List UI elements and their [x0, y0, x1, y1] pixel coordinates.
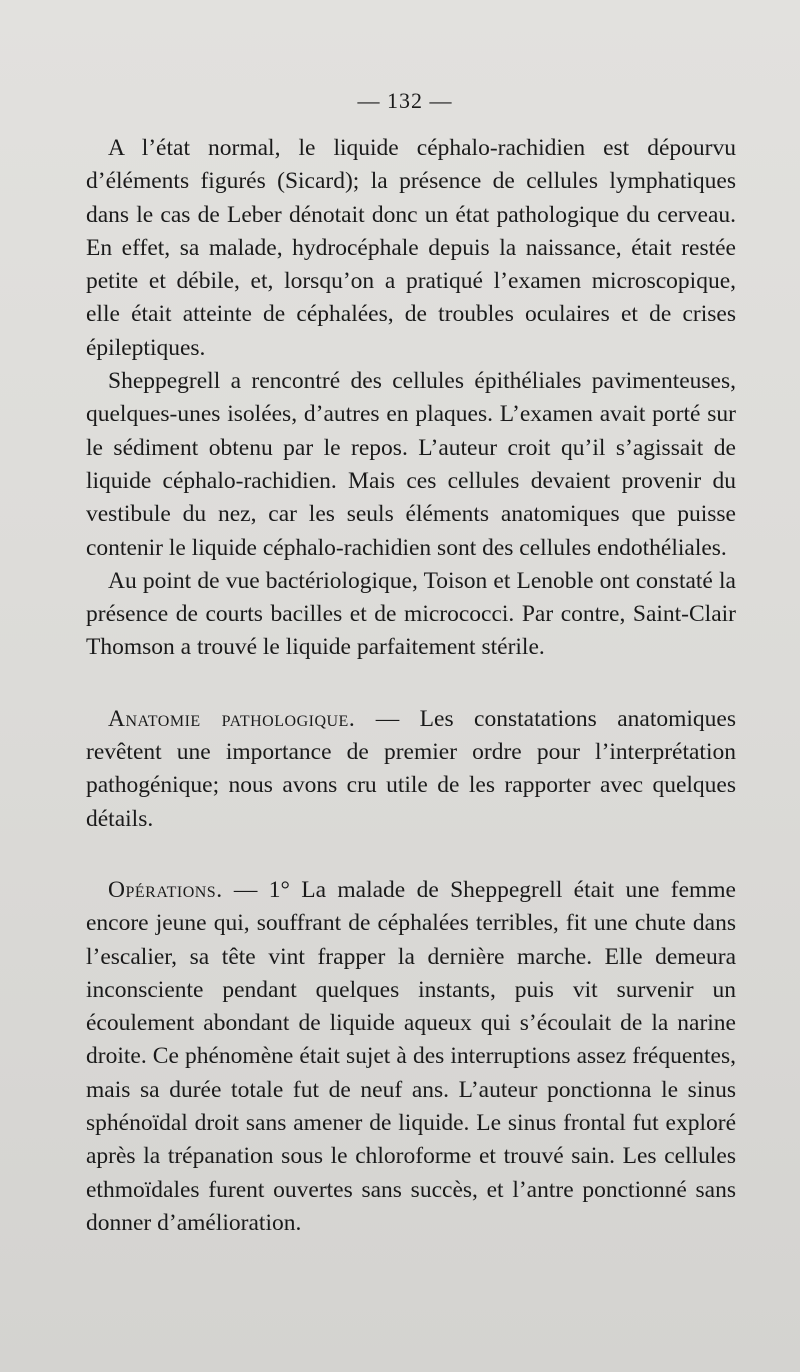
- section-heading-operations: Opérations.: [108, 876, 223, 903]
- section-anatomie-pathologique: [86, 703, 736, 836]
- section-gap: [86, 836, 736, 874]
- section-heading-anatomie: Anatomie pathologique.: [108, 705, 356, 732]
- paragraph-liquide-normal: A l’état normal, le liquide céphalo-rachidien est dépourvu d’éléments figurés (Sicard); la présence de cellules lymphatiques dans le cas de Leber dénotait donc un état pathologique du cerveau. En effet, sa malade, hydrocéphale depuis la naissance, était restée petite et débile, et, lorsqu’on a pratiqué l’examen microscopique, elle était atteinte de céphalées, de troubles oculaires et de crises épileptiques.: [86, 135, 736, 361]
- section-operations: [86, 874, 736, 1240]
- section-text-operations: — 1° La malade de Sheppegrell était une femme encore jeune qui, souffrant de céphalées terribles, fit une chute dans l’escalier, sa tête vint frapper la dernière marche. Elle demeura inconsciente pendant quelques instants, puis vit survenir un écoulement abondant de liquide aqueux qui s’écoulait de la narine droite. Ce phénomène était sujet à des interruptions assez fréquentes, mais sa durée totale fut de neuf ans. L’auteur ponctionna le sinus sphénoïdal droit sans amener de liquide. Le sinus frontal fut exploré après la trépanation sous le chloroforme et trouvé sain. Les cellules ethmoïdales furent ouvertes sans succès, et l’antre ponctionné sans donner d’amélioration.: [86, 876, 736, 1236]
- paragraph-sheppegrell-cellules: Sheppegrell a rencontré des cellules épithéliales pavimenteuses, quelques-unes isolées, d’autres en plaques. L’examen avait porté sur le sédiment obtenu par le repos. L’auteur croit qu’il s’agissait de liquide céphalo-rachidien. Mais ces cellules devaient provenir du vestibule du nez, car les seuls éléments anatomiques que puisse contenir le liquide céphalo-rachidien sont des cellules endothéliales.: [86, 368, 736, 561]
- page-number: — 132 —: [357, 88, 453, 113]
- section-text-anatomie: — Les constatations anatomiques revêtent une importance de premier ordre pour l’interprétation pathogénique; nous avons cru utile de les rapporter avec quelques détails.: [86, 705, 736, 832]
- paragraph-bacteriologie: Au point de vue bactériologique, Toison et Lenoble ont constaté la présence de courts bacilles et de micrococci. Par contre, Saint-Clair Thomson a trouvé le liquide parfaitement stérile.: [86, 567, 736, 661]
- section-gap: [86, 665, 736, 703]
